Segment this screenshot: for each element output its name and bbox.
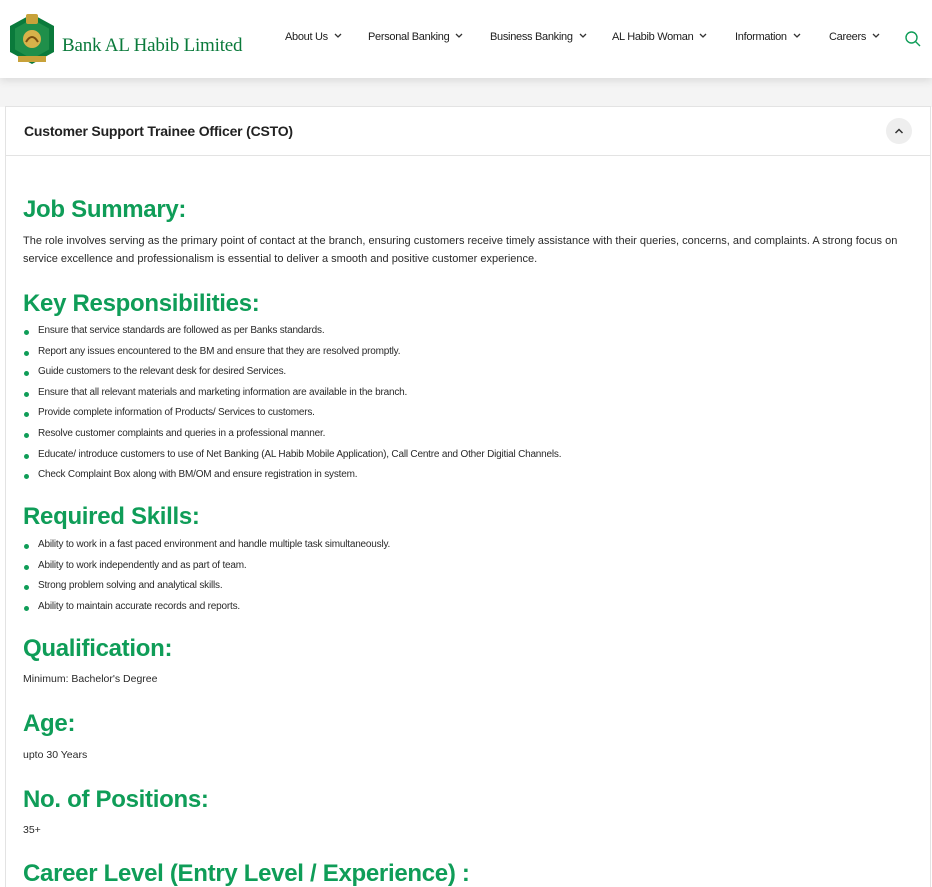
accordion-toggle-button[interactable] (886, 118, 912, 144)
nav-item-careers[interactable] (829, 31, 882, 43)
list-item-text: Ability to work independently and as part of team. (38, 559, 247, 571)
chevron-down-icon (697, 31, 709, 41)
job-summary-heading: Job Summary: (23, 196, 187, 223)
bullet-dot-icon (24, 392, 29, 397)
list-item-text: Ensure that service standards are followed as per Banks standards. (38, 325, 325, 336)
qualification-text: Minimum: Bachelor's Degree (23, 673, 158, 685)
nav-item-information[interactable] (735, 31, 803, 43)
list-item (23, 406, 561, 427)
list-item (23, 386, 561, 407)
list-item (23, 448, 561, 469)
positions-text: 35+ (23, 824, 41, 836)
list-item (23, 324, 561, 345)
page-band (0, 78, 932, 107)
bullet-dot-icon (24, 412, 29, 417)
nav-item-label: Information (735, 31, 787, 43)
required-skills-heading: Required Skills: (23, 503, 200, 530)
list-item-text: Ability to work in a fast paced environment and handle multiple task simultaneously. (38, 539, 391, 550)
bullet-dot-icon (24, 544, 29, 549)
bullet-dot-icon (24, 474, 29, 479)
age-heading: Age: (23, 710, 76, 737)
bullet-dot-icon (24, 565, 29, 570)
list-item (23, 538, 390, 559)
bullet-dot-icon (24, 433, 29, 438)
bullet-dot-icon (24, 454, 29, 459)
nav-item-label: AL Habib Woman (612, 31, 694, 43)
list-item (23, 600, 390, 621)
nav-item-label: Careers (829, 31, 867, 43)
list-item (23, 559, 390, 580)
bullet-dot-icon (24, 351, 29, 356)
age-text: upto 30 Years (23, 749, 88, 761)
bullet-dot-icon (24, 585, 29, 590)
nav-item-label: Personal Banking (368, 31, 450, 43)
list-item-text: Resolve customer complaints and queries in a professional manner. (38, 427, 326, 439)
chevron-up-icon (893, 126, 905, 136)
list-item (23, 365, 561, 386)
job-summary-text: The role involves serving as the primary point of contact at the branch, ensuring customers receive timely assistance with their queries, concerns, and complaints. A strong focus on service excellence and professionalism is essential to deliver a smooth and positive customer experience. (23, 235, 898, 265)
nav-item-personal-banking[interactable] (368, 31, 465, 43)
positions-heading: No. of Positions: (23, 786, 209, 813)
brand-name[interactable]: Bank AL Habib Limited (62, 35, 243, 56)
accordion-header[interactable] (6, 107, 930, 156)
bullet-dot-icon (24, 371, 29, 376)
list-item-text: Provide complete information of Products/ Services to customers. (38, 407, 315, 419)
list-item-text: Report any issues encountered to the BM and ensure that they are resolved promptly. (38, 345, 401, 357)
list-item-text: Strong problem solving and analytical skills. (38, 580, 223, 592)
search-button[interactable] (904, 30, 922, 48)
bank-emblem-icon[interactable] (6, 12, 58, 66)
nav-item-al-habib-woman[interactable] (612, 31, 709, 43)
job-title: Customer Support Trainee Officer (CSTO) (24, 123, 293, 139)
search-icon (904, 30, 922, 48)
chevron-down-icon (870, 31, 882, 41)
chevron-down-icon (332, 31, 344, 41)
bullet-dot-icon (24, 330, 29, 335)
key-responsibilities-heading: Key Responsibilities: (23, 290, 260, 317)
list-item-text: Guide customers to the relevant desk for desired Services. (38, 366, 286, 378)
chevron-down-icon (453, 31, 465, 41)
bullet-dot-icon (24, 606, 29, 611)
nav-item-label: Business Banking (490, 31, 573, 43)
chevron-down-icon (577, 31, 589, 41)
nav-item-label: About Us (285, 31, 328, 43)
career-level-heading: Career Level (Entry Level / Experience) : (23, 860, 470, 887)
qualification-heading: Qualification: (23, 635, 173, 662)
list-item-text: Educate/ introduce customers to use of Net Banking (AL Habib Mobile Application), Call Centre and Other Digitial Channels. (38, 448, 562, 460)
nav-item-business-banking[interactable] (490, 31, 589, 43)
list-item (23, 427, 561, 448)
list-item (23, 345, 561, 366)
nav-item-about-us[interactable] (285, 31, 344, 43)
list-item-text: Ability to maintain accurate records and reports. (38, 600, 240, 612)
chevron-down-icon (791, 31, 803, 41)
list-item-text: Check Complaint Box along with BM/OM and ensure registration in system. (38, 469, 358, 481)
list-item (23, 579, 390, 600)
responsibilities-list (23, 324, 561, 489)
skills-list (23, 538, 390, 620)
site-header (0, 0, 932, 78)
list-item (23, 468, 561, 489)
list-item-text: Ensure that all relevant materials and marketing information are available in the branch. (38, 386, 408, 398)
